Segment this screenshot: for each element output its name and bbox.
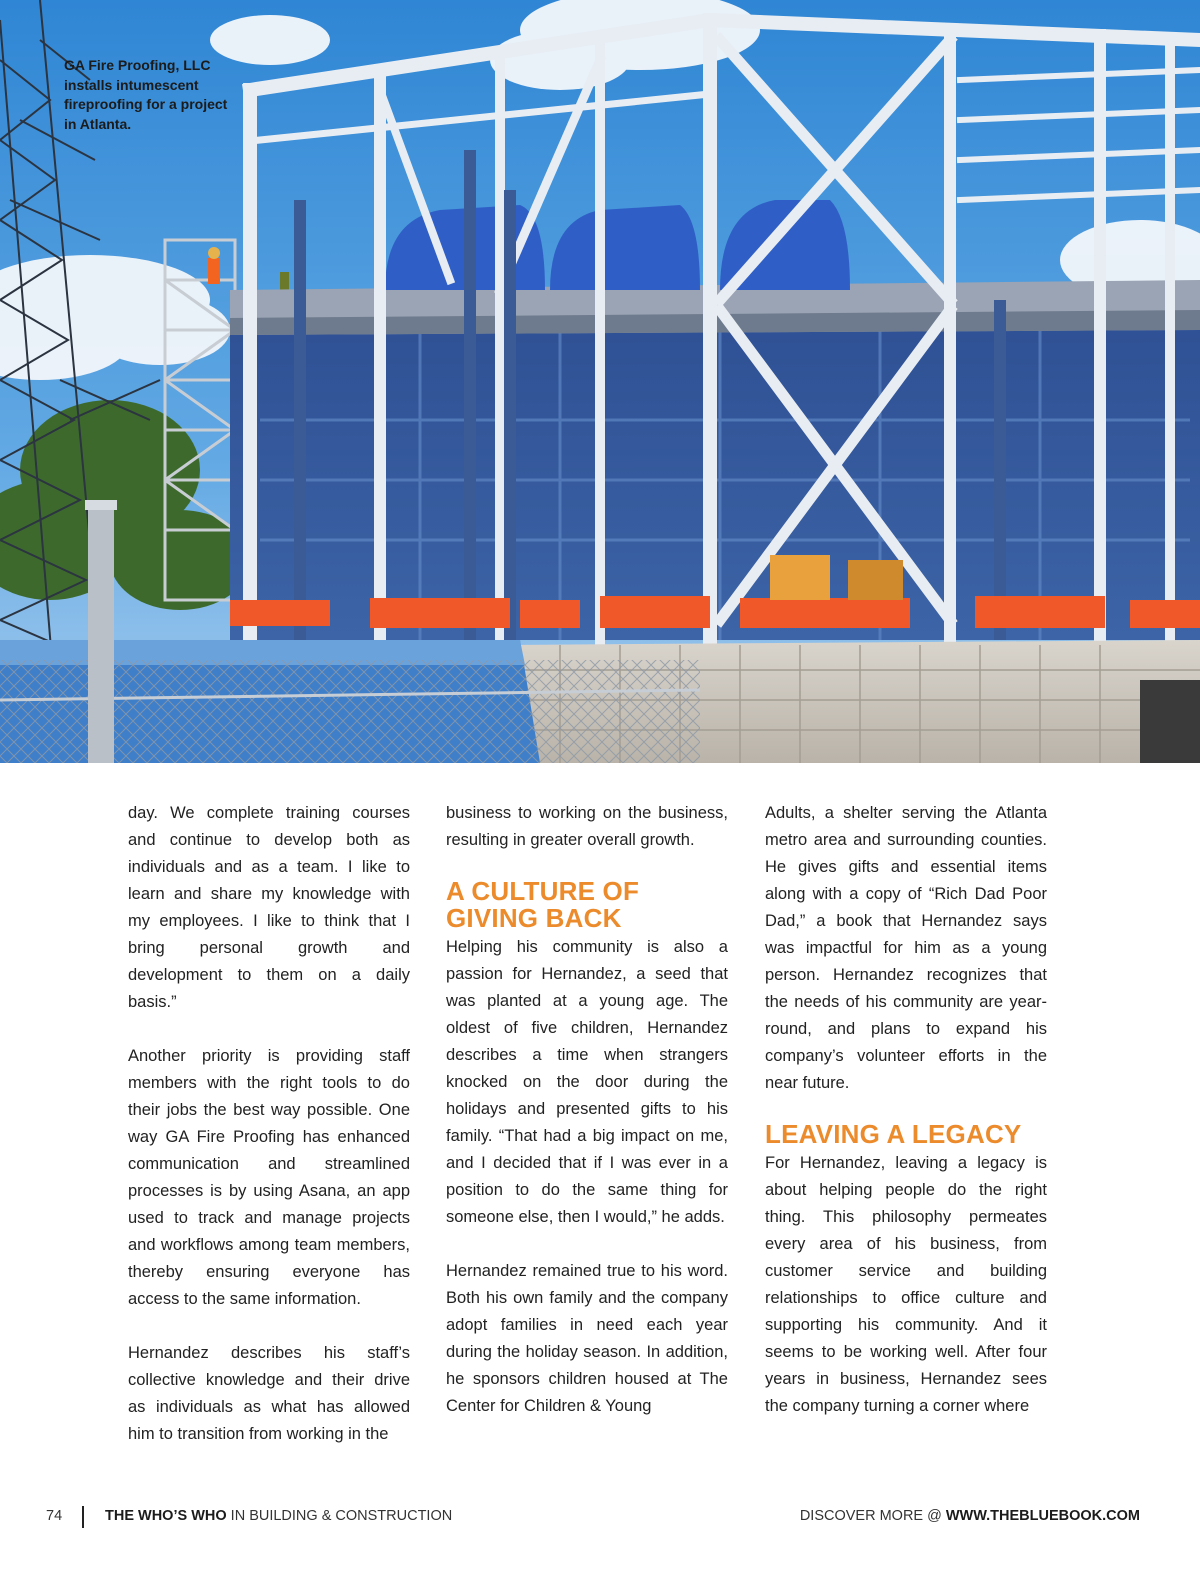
page-number: 74 [46,1508,63,1524]
paragraph: business to working on the business, resulting in greater overall growth. [446,804,728,849]
paragraph: For Hernandez, leaving a legacy is about helping people do the right thing. This philosophy permeates every area of his business, from customer service and building relationships to office culture and supporting his community. And it seems to be working well. After four years in business, Hernandez sees the company turning a corner where [765,1154,1047,1415]
paragraph: day. We complete training courses and continue to develop both as individuals and as a team. I like to learn and share my knowledge with my employees. I like to think that I bring personal growth and development to them on a daily basis.” [128,804,410,1011]
paragraph: Adults, a shelter serving the Atlanta metro area and surrounding counties. He gives gifts and essential items along with a copy of “Rich Dad Poor Dad,” a book that Hernandez says was impactful for him as a young person. Hernandez recognizes that the needs of his community are year-round, and plans to expand his company’s volunteer efforts in the near future. [765,804,1047,1092]
paragraph: Another priority is providing staff members with the right tools to do their jobs the best way possible. One way GA Fire Proofing has enhanced communication and streamlined processes is by using Asana, an app used to track and manage projects and workflows among team members, thereby ensuring everyone has access to the same information. [128,1047,410,1308]
fence-post [88,505,114,763]
paragraph: Helping his community is also a passion for Hernandez, a seed that was planted at a young age. The oldest of five children, Hernandez describes a time when strangers knocked on the door during the holidays and presented gifts to his family. “That had a big impact on me, and I decided that if I was ever in a position to do the same thing for someone else, then I would,” he adds. [446,938,728,1226]
page-footer [0,1506,1200,1528]
article-column-2 [446,800,728,1420]
paragraph: Hernandez describes his staff’s collective knowledge and their drive as individuals as what has allowed him to transition from working in the [128,1344,410,1443]
website-link[interactable]: WWW.THEBLUEBOOK.COM [945,1508,1140,1524]
paragraph: Hernandez remained true to his word. Both his own family and the company adopt families in need each year during the holiday season. In addition, he sponsors children housed at The Center for Children & Young [446,1262,728,1415]
footer-divider [82,1506,84,1528]
wall-opening [1140,680,1200,763]
publication-title-rest: IN BUILDING & CONSTRUCTION [226,1508,453,1524]
publication-title [105,1508,452,1524]
blue-tarps [385,200,850,290]
article-column-1 [128,800,410,1448]
hero-photo [0,0,1200,763]
article-column-3 [765,800,1047,1420]
photo-caption: GA Fire Proofing, LLC installs intumescent fireproofing for a project in Atlanta. [64,57,228,132]
publication-title-bold: THE WHO’S WHO [105,1508,227,1524]
discover-label: DISCOVER MORE @ [799,1508,946,1524]
section-heading-legacy: LEAVING A LEGACY [765,1119,1022,1149]
discover-more [800,1508,1140,1524]
section-heading-giving-back: A CULTURE OF GIVING BACK [446,876,640,933]
